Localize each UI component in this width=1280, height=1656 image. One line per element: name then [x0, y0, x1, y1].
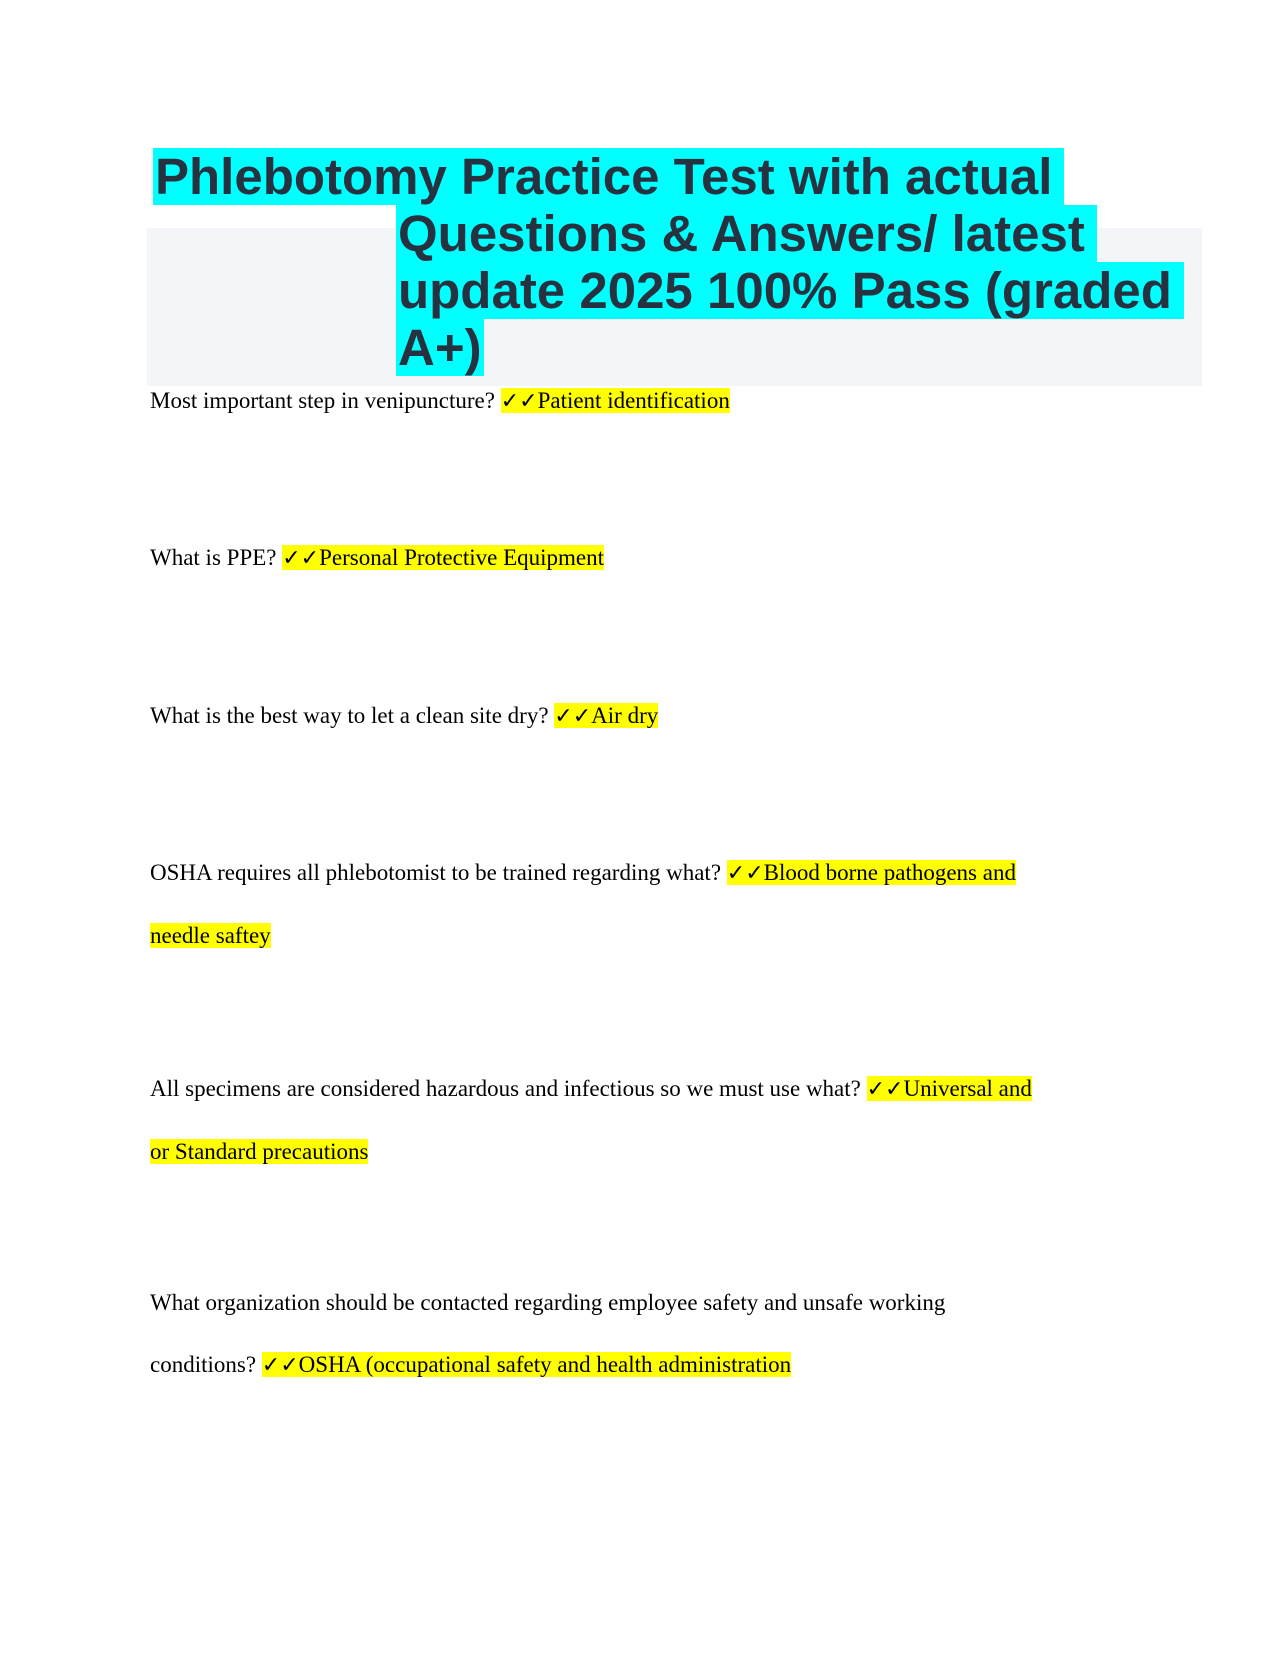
double-check-icon: ✓✓: [282, 546, 320, 571]
qa-item-5: [150, 1058, 1032, 1183]
answer-text: Patient identification: [537, 388, 730, 413]
double-check-icon: ✓✓: [261, 1353, 299, 1378]
qa-item-2: [150, 527, 604, 590]
qa-line-2: [150, 1334, 945, 1397]
answer-text-part-2: or Standard precautions: [150, 1139, 369, 1164]
answer-highlight: [501, 388, 730, 413]
answer-text: Air dry: [591, 703, 659, 728]
qa-line-1: [150, 842, 1016, 905]
double-check-icon: ✓✓: [726, 861, 764, 886]
question-text-part-1: What organization should be contacted regarding employee safety and unsafe working: [150, 1290, 946, 1315]
double-check-icon: ✓✓: [866, 1077, 904, 1102]
double-check-icon: ✓✓: [554, 704, 592, 729]
title-line-1: Phlebotomy Practice Test with actual: [153, 148, 1064, 205]
answer-text-part-1: Blood borne pathogens and: [763, 860, 1016, 885]
qa-line-2: [150, 905, 1016, 967]
answer-highlight: [554, 703, 658, 728]
title-line-2: Questions & Answers/ latest: [396, 205, 1097, 262]
question-text-part-2: conditions?: [150, 1352, 262, 1377]
qa-item-1: [150, 370, 730, 433]
question-text: OSHA requires all phlebotomist to be trained regarding what?: [150, 860, 727, 885]
title-line-3: update 2025 100% Pass (graded: [396, 262, 1184, 319]
question-text: What is PPE?: [150, 545, 283, 570]
answer-highlight: [282, 545, 604, 570]
question-text: What is the best way to let a clean site dry?: [150, 703, 555, 728]
question-text: All specimens are considered hazardous and infectious so we must use what?: [150, 1076, 867, 1101]
question-text: Most important step in venipuncture?: [150, 388, 501, 413]
title-line-4: A+): [398, 319, 482, 376]
qa-line-1: [150, 1058, 1032, 1121]
double-check-icon: ✓✓: [500, 389, 538, 414]
qa-item-6: [150, 1272, 945, 1397]
answer-text: OSHA (occupational safety and health administration: [298, 1352, 792, 1377]
answer-highlight: [262, 1352, 791, 1377]
answer-text: Personal Protective Equipment: [319, 545, 605, 570]
qa-item-4: [150, 842, 1016, 967]
answer-highlight: [867, 1076, 1032, 1101]
qa-line-1: [150, 1272, 945, 1334]
qa-line-2: [150, 1121, 1032, 1183]
answer-text-part-2: needle saftey: [150, 923, 271, 948]
answer-highlight: [727, 860, 1016, 885]
answer-text-part-1: Universal and: [903, 1076, 1032, 1101]
qa-item-3: [150, 685, 658, 748]
